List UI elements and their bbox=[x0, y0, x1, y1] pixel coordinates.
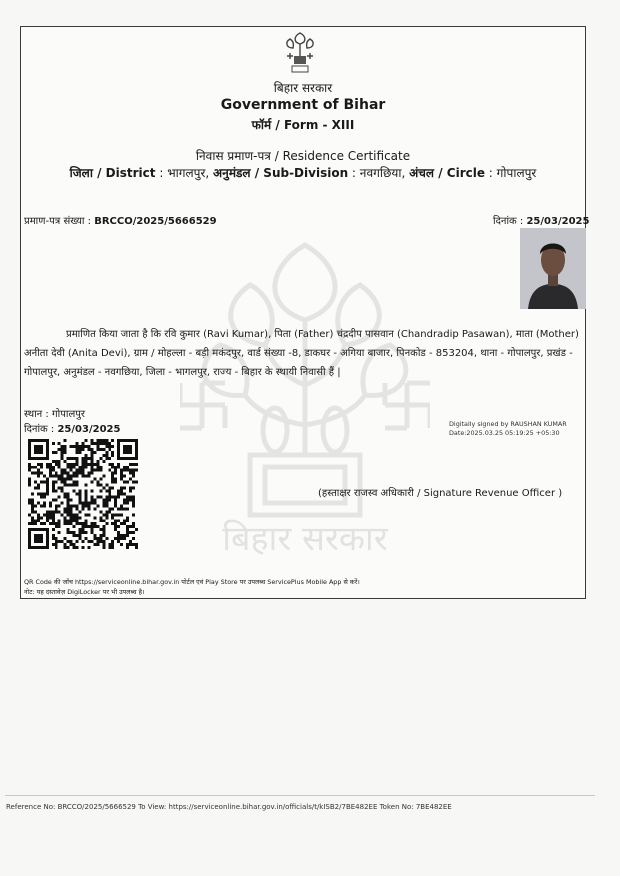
subdivision-label: अनुमंडल / Sub-Division bbox=[213, 166, 349, 180]
certificate-number-label: प्रमाण-पत्र संख्या bbox=[24, 216, 85, 227]
digital-signature-block bbox=[449, 420, 567, 438]
bihar-emblem-icon bbox=[280, 30, 320, 76]
footer-divider bbox=[5, 795, 595, 796]
district-value: भागलपुर bbox=[167, 166, 206, 180]
certificate-body-text: प्रमाणित किया जाता है कि रवि कुमार (Ravi Kumar), पिता (Father) चंद्रदीप पासवान (Chandradip Pasawan), माता (Mother) अनीता देवी (Anita Devi), ग्राम / मोहल्ला - बड़ी मकंदपुर, वार्ड संख्या -8, डाकघर - अगिया बाजार, पिनकोड - 853204, थाना - गोपालपुर, प्रखंड - गोपालपुर, अनुमंडल - नवगछिया, जिला - भागलपुर, राज्य - बिहार के स्थायी निवासी हैं | bbox=[24, 329, 579, 378]
certificate-title: निवास प्रमाण-पत्र / Residence Certificate bbox=[195, 149, 411, 163]
footer-reference: Reference No: BRCCO/2025/5666529 To View: https://serviceonline.bihar.gov.in/officials/t/kISB2/7BE482EE Token No: 7BE482EE bbox=[6, 803, 452, 811]
certificate-number-value: BRCCO/2025/5666529 bbox=[94, 216, 217, 227]
qr-verification-note: QR Code की जाँच https://serviceonline.bihar.gov.in पोर्टल एवं Play Store पर उपलब्ध ServicePlus Mobile App से करें। bbox=[24, 578, 360, 586]
circle-value: गोपालपुर bbox=[496, 166, 537, 180]
jurisdiction-line: जिला / District : भागलपुर, अनुमंडल / Sub-Division : नवगछिया, अंचल / Circle : गोपालपुर bbox=[69, 166, 537, 180]
issue-date-line: दिनांक : 25/03/2025 bbox=[24, 424, 121, 435]
certificate-date: दिनांक : 25/03/2025 bbox=[493, 216, 590, 227]
form-number: फॉर्म / Form - XIII bbox=[251, 118, 355, 132]
place-line: स्थान : गोपालपुर bbox=[24, 409, 86, 420]
subdivision-value: नवगछिया bbox=[359, 166, 402, 180]
qr-code-icon[interactable] bbox=[27, 439, 139, 549]
government-title: Government of Bihar bbox=[220, 97, 386, 113]
certificate-title-english: Residence Certificate bbox=[282, 149, 411, 163]
digital-signature-line1: Digitally signed by RAUSHAN KUMAR bbox=[449, 420, 567, 428]
applicant-photo bbox=[520, 228, 586, 309]
signatory-label: (हस्ताक्षर राजस्व अधिकारी / Signature Revenue Officer ) bbox=[318, 488, 563, 499]
place-label: स्थान bbox=[24, 409, 43, 420]
digilocker-note: नोट: यह दस्तावेज़ DigiLocker पर भी उपलब्ध है। bbox=[24, 588, 145, 596]
certificate-date-label: दिनांक bbox=[493, 216, 517, 227]
place-value: गोपालपुर bbox=[51, 409, 86, 420]
certificate-title-hindi: निवास प्रमाण-पत्र bbox=[195, 149, 271, 163]
district-label: जिला / District bbox=[69, 166, 156, 180]
circle-label: अंचल / Circle bbox=[409, 166, 485, 180]
digital-signature-line2: Date:2025.03.25 05:19:25 +05:30 bbox=[449, 429, 560, 437]
watermark-text: बिहार सरकार bbox=[222, 519, 388, 555]
certificate-date-value: 25/03/2025 bbox=[526, 216, 590, 227]
issue-date-value: 25/03/2025 bbox=[57, 424, 121, 435]
state-hindi-title: बिहार सरकार bbox=[273, 81, 333, 95]
certificate-number: प्रमाण-पत्र संख्या : BRCCO/2025/5666529 bbox=[24, 216, 217, 227]
bihar-emblem-watermark-icon bbox=[180, 225, 430, 555]
issue-date-label: दिनांक bbox=[24, 424, 48, 435]
qr-code-modules bbox=[28, 439, 138, 549]
